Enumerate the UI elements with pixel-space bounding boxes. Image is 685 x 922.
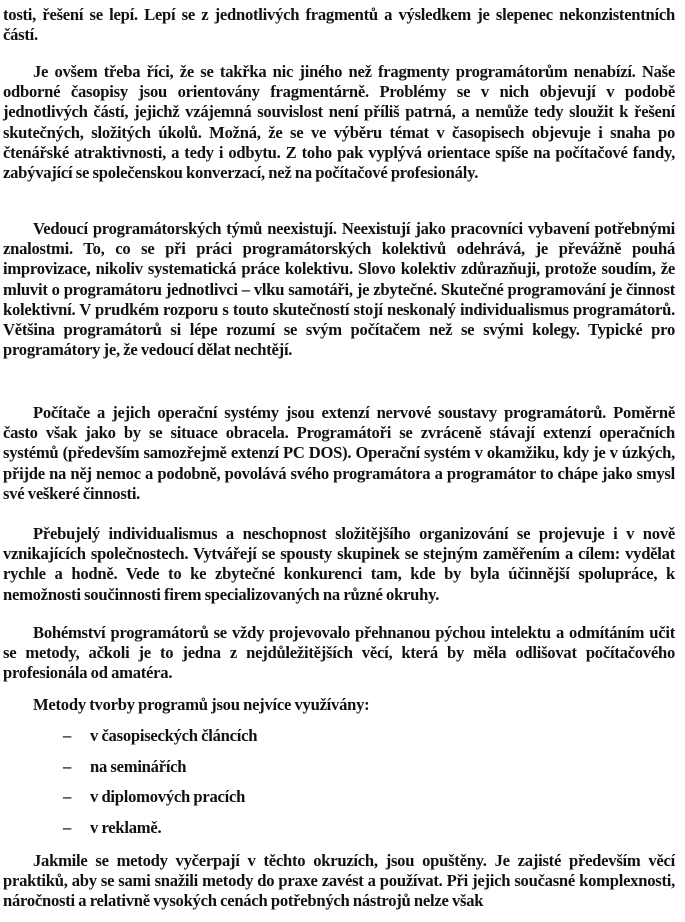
paragraph-methods-intro: Metody tvorby programů jsou nejvíce využívány:: [33, 695, 370, 714]
list-dash: –: [63, 756, 72, 776]
list-item-text: v diplomových pracích: [90, 787, 246, 806]
list-item: [63, 726, 257, 757]
paragraph-fragments: Je ovšem třeba říci, že se takřka nic jiného než fragmenty programátorům nenabízí. Naše odborné časopisy jsou orientovány fragmentárně. Problémy se v nich objevují v podobě jednotlivých částí, jejichž vzájemná souvislost není příliš patrná, a nemůže tedy sloužit k řešení skutečných, složitých úkolů. Možná, že se ve výběru témat v časopisech objevuje i snaha po čtenářské atraktivnosti, a tedy i odbytu. Z toho pak vyplývá orientace spíše na počítačové fandy, zabývající se společenskou konverzací, než na počítačové profesionály.: [3, 62, 675, 183]
list-item: [63, 818, 257, 849]
list-item: [63, 787, 257, 818]
paragraph-team-leaders: Vedoucí programátorských týmů neexistují. Neexistují jako pracovníci vybavení potřebnými znalostmi. To, co se při práci programátorských kolektivů odehrává, je převážně pouhá improvizace, nikoliv systematická práce kolektivu. Slovo kolektiv zdůrazňuji, protože soudím, že mluvit o programátoru jednotlivci – vlku samotáři, je zbytečné. Skutečné programování je činnost kolektivní. V prudkém rozporu s touto skutečností stojí neskonalý individualismus programátorů. Většina programátorů si lépe rozumí se svým počítačem než se svými kolegy. Typické pro programátory je, že vedoucí dělat nechtějí.: [3, 219, 675, 360]
paragraph-operating-systems: Počítače a jejich operační systémy jsou extenzí nervové soustavy programátorů. Poměrně často však jako by se situace obracela. Programátoři se zvráceně stávají extenzí operačních systémů (především samozřejmě extenzí PC DOS). Operační systém v okamžiku, kdy je v úzkých, přijde na něj nemoc a podobně, povolává svého programátora a programátor to chápe jako smysl své veškeré činnosti.: [3, 403, 675, 503]
list-item: [63, 757, 257, 788]
paragraph-bohemianism: Bohémství programátorů se vždy projevovalo přehnanou pýchou intelektu a odmítáním učit se metody, ačkoli je to jedna z nejdůležitějších věcí, která by měla odlišovat počítačového profesionála od amatéra.: [3, 623, 675, 683]
list-dash: –: [63, 817, 72, 837]
paragraph-individualism: Přebujelý individualismus a neschopnost složitějšího organizování se projevuje i v nově vznikajících společnostech. Vytvářejí se spousty skupinek se stejným zaměřením a cílem: vydělat rychle a hodně. Vede to ke zbytečné konkurenci tam, kde by byla účinnější spolupráce, k nemožnosti součinnosti firem specializovaných na různé okruhy.: [3, 524, 675, 604]
list-dash: –: [63, 726, 72, 745]
paragraph-final: Jakmile se metody vyčerpají v těchto okruzích, jsou opuštěny. Je zajisté především věcí praktiků, aby se sami snažili metody do praxe zavést a používat. Při jejich současné komplexnosti, náročnosti a relativně vysokých cenách potřebných nástrojů nelze však: [3, 851, 675, 911]
list-item-text: na seminářích: [90, 756, 187, 776]
list-item-text: v reklamě.: [90, 817, 162, 837]
paragraph-continuation: tosti, řešení se lepí. Lepí se z jednotlivých fragmentů a výsledkem je slepenec nekonzistentních částí.: [3, 5, 675, 45]
methods-list: [63, 726, 257, 848]
list-item-text: v časopiseckých článcích: [90, 726, 258, 745]
list-dash: –: [63, 787, 72, 806]
